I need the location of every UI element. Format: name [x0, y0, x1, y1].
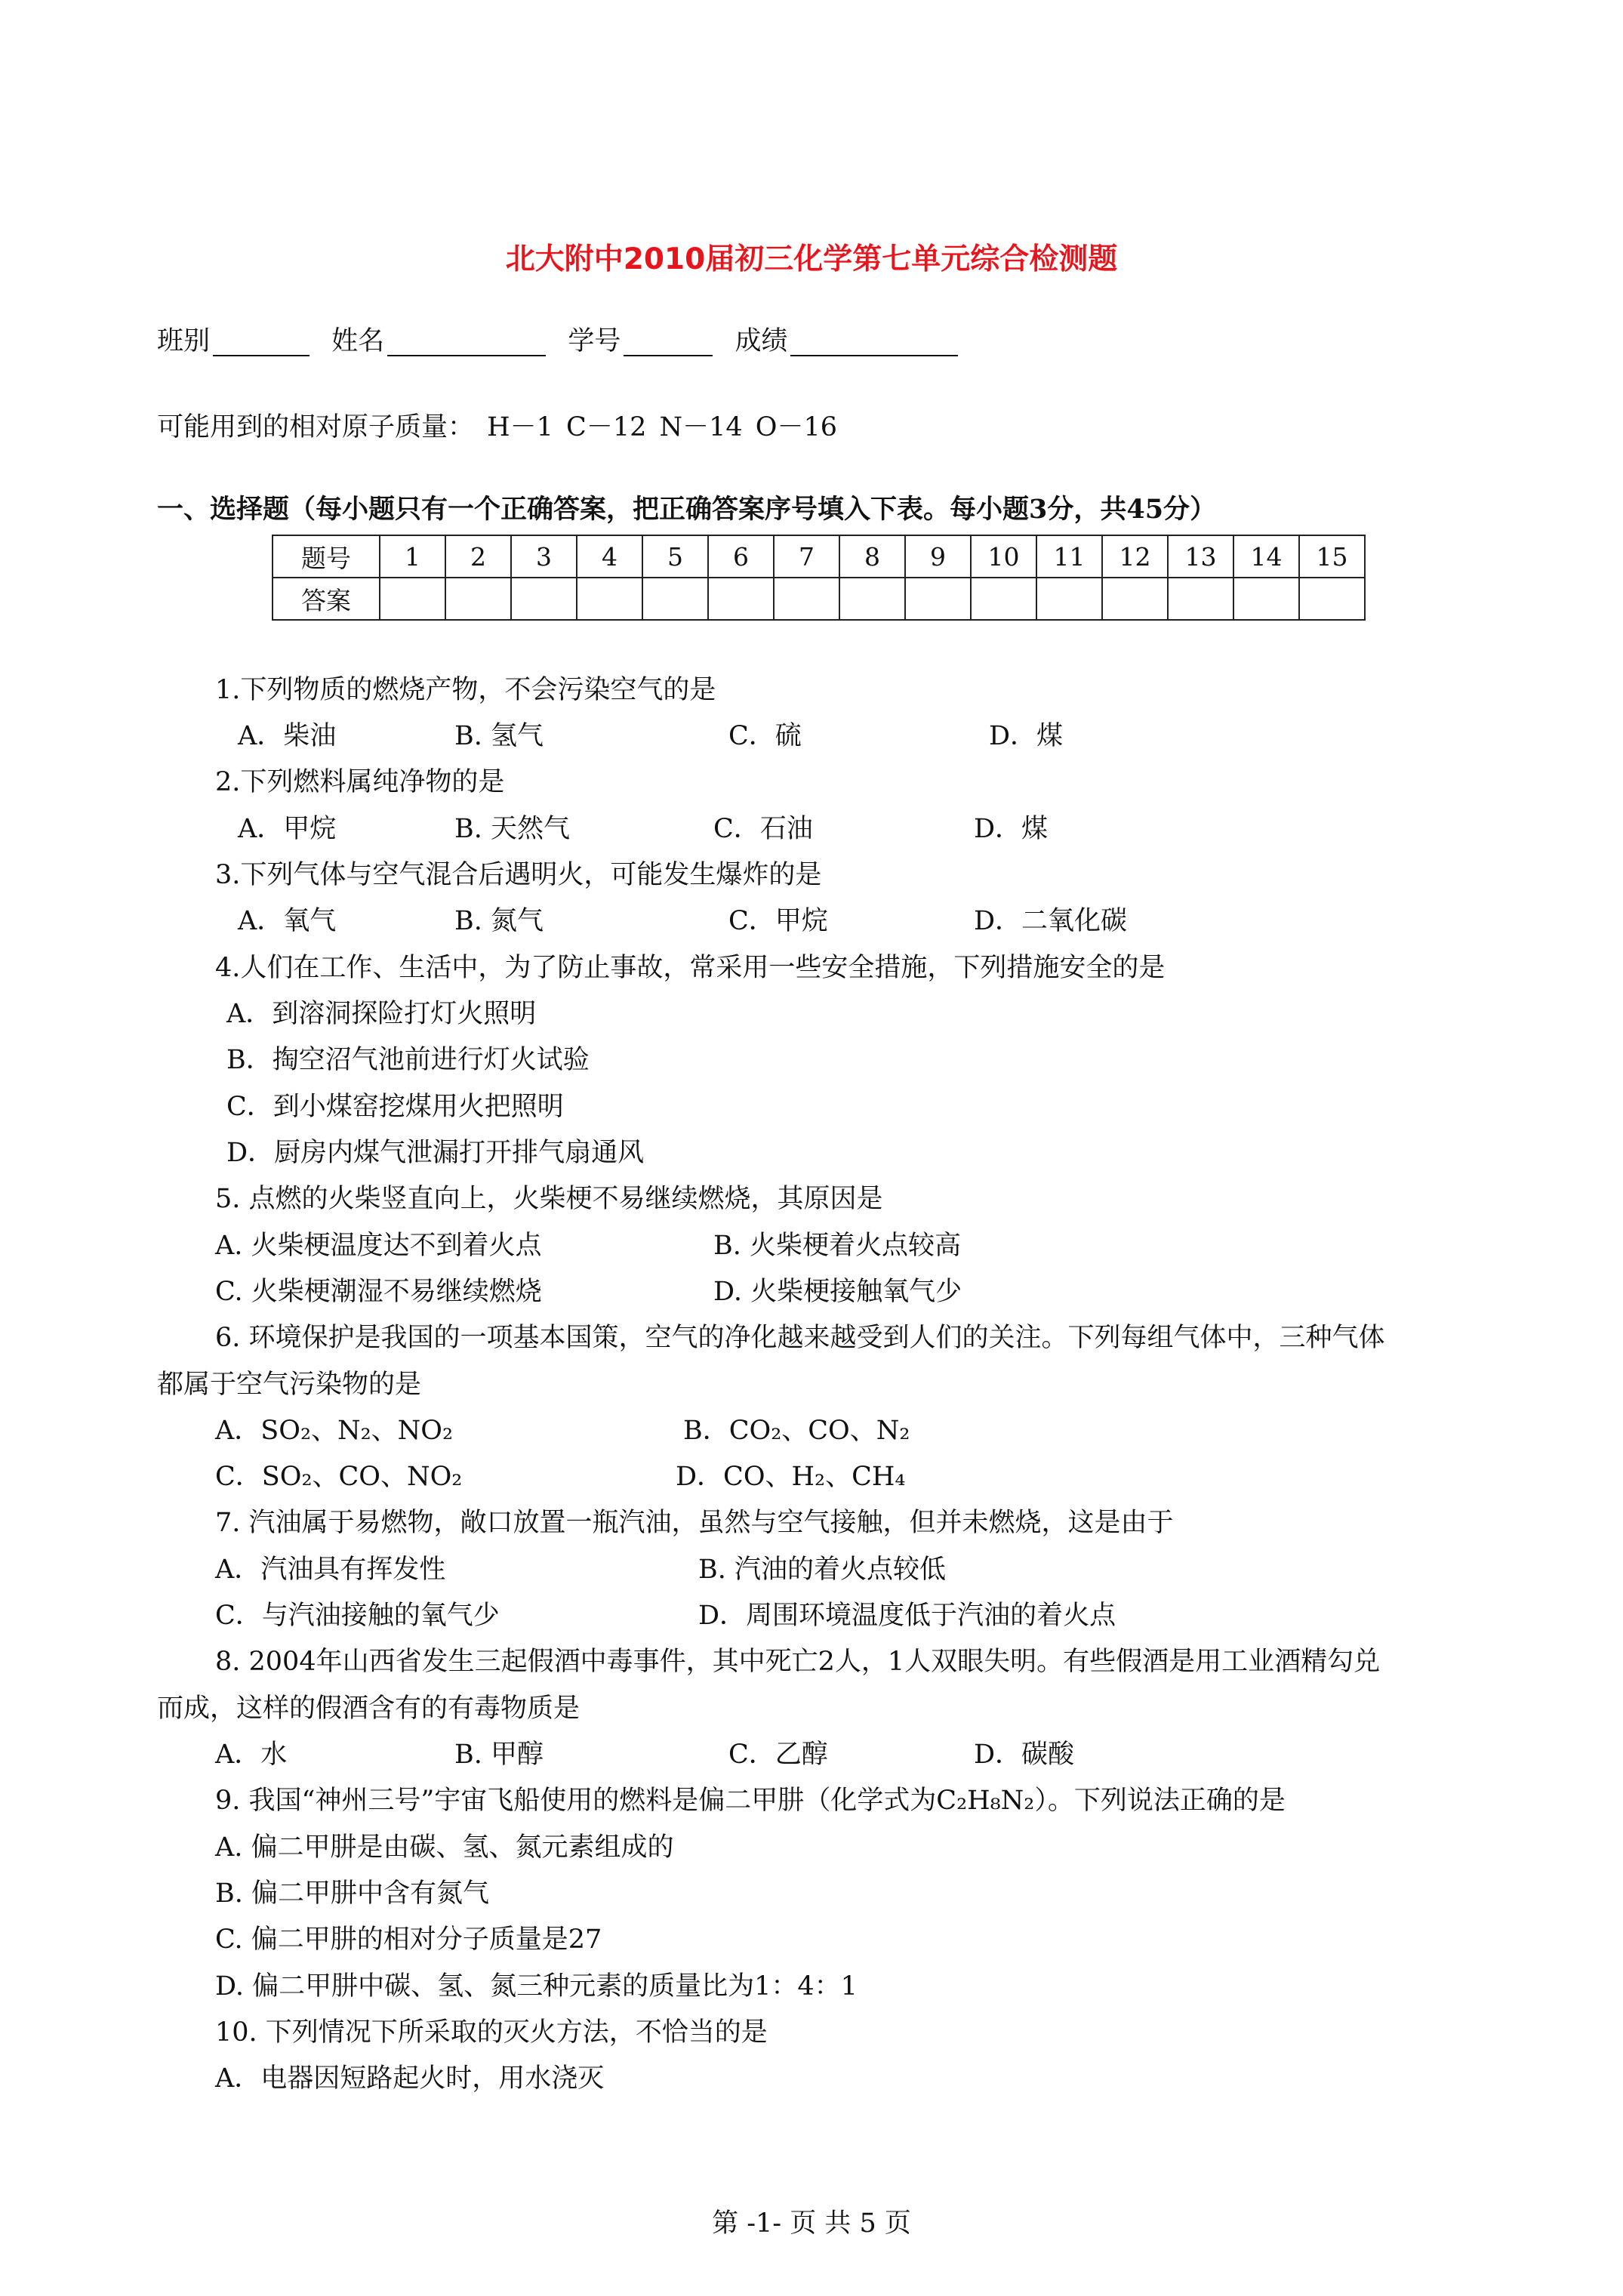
student-info-row — [157, 326, 972, 356]
answer-cell[interactable] — [774, 578, 839, 620]
question-3-stem: 3.下列气体与空气混合后遇明火，可能发生爆炸的是 — [215, 860, 822, 890]
answer-cell[interactable] — [511, 578, 577, 620]
answer-cell[interactable] — [1233, 578, 1299, 620]
question-4-stem: 4.人们在工作、生活中，为了防止事故，常采用一些安全措施，下列措施安全的是 — [215, 953, 1166, 983]
question-1-option-b: B. 氢气 — [454, 721, 544, 751]
answer-cell[interactable] — [708, 578, 774, 620]
table-cell: 10 — [971, 535, 1036, 578]
table-cell: 7 — [774, 535, 839, 578]
question-4-option-a: A．到溶洞探险打灯火照明 — [226, 999, 537, 1029]
table-cell: 5 — [642, 535, 708, 578]
name-label: 姓名 — [331, 326, 385, 356]
question-8-option-d: D．碳酸 — [974, 1740, 1075, 1770]
answer-cell[interactable] — [1299, 578, 1365, 620]
question-6-option-c: C．SO₂、CO、NO₂ — [215, 1462, 463, 1492]
table-head-number: 题号 — [273, 535, 380, 578]
question-9-option-a: A. 偏二甲肼是由碳、氢、氮元素组成的 — [215, 1832, 674, 1863]
answer-cell[interactable] — [577, 578, 642, 620]
question-10-stem: 10. 下列情况下所采取的灭火方法，不恰当的是 — [215, 2017, 768, 2048]
question-10-option-a: A．电器因短路起火时，用水浇灭 — [215, 2063, 605, 2094]
number-field[interactable] — [624, 331, 713, 356]
question-3-option-b: B. 氮气 — [454, 906, 544, 936]
question-8-stem: 8. 2004年山西省发生三起假酒中毒事件，其中死亡2人，1人双眼失明。有些假酒是用工业酒精勾兑 — [215, 1647, 1381, 1677]
question-2-option-d: D．煤 — [974, 814, 1049, 844]
question-7-option-a: A．汽油具有挥发性 — [215, 1555, 446, 1585]
table-cell: 3 — [511, 535, 577, 578]
question-4-option-c: C．到小煤窑挖煤用火把照明 — [226, 1092, 564, 1122]
question-8-option-a: A．水 — [215, 1740, 288, 1770]
question-3-option-d: D．二氧化碳 — [974, 906, 1128, 936]
question-6-stem: 6. 环境保护是我国的一项基本国策，空气的净化越来越受到人们的关注。下列每组气体中，三种气体 — [215, 1323, 1385, 1353]
answer-cell[interactable] — [380, 578, 445, 620]
page-title: 北大附中2010届初三化学第七单元综合检测题 — [505, 242, 1118, 276]
question-7-option-c: C．与汽油接触的氧气少 — [215, 1601, 500, 1631]
section-heading: 一、选择题（每小题只有一个正确答案，把正确答案序号填入下表。每小题3分，共45分） — [157, 494, 1217, 525]
question-6-option-d: D．CO、H₂、CH₄ — [676, 1462, 906, 1492]
table-cell: 11 — [1036, 535, 1102, 578]
question-5-option-c: C. 火柴梗潮湿不易继续燃烧 — [215, 1277, 542, 1307]
question-5-stem: 5. 点燃的火柴竖直向上，火柴梗不易继续燃烧，其原因是 — [215, 1184, 883, 1214]
class-field[interactable] — [213, 331, 310, 356]
answer-cell[interactable] — [971, 578, 1036, 620]
answer-cell[interactable] — [1036, 578, 1102, 620]
question-1-option-c: C．硫 — [728, 721, 802, 751]
question-1-stem: 1.下列物质的燃烧产物，不会污染空气的是 — [215, 675, 716, 705]
table-cell: 2 — [445, 535, 511, 578]
score-label: 成绩 — [735, 326, 788, 356]
number-label: 学号 — [568, 326, 621, 356]
question-4-option-d: D．厨房内煤气泄漏打开排气扇通风 — [226, 1138, 645, 1168]
question-7-option-d: D．周围环境温度低于汽油的着火点 — [698, 1601, 1116, 1631]
question-9-option-c: C. 偏二甲肼的相对分子质量是27 — [215, 1925, 602, 1955]
question-1-option-a: A．柴油 — [238, 721, 337, 751]
page-footer: 第 -1- 页 共 5 页 — [712, 2208, 911, 2239]
table-cell: 12 — [1102, 535, 1168, 578]
question-9-option-b: B. 偏二甲肼中含有氮气 — [215, 1878, 489, 1909]
table-cell: 6 — [708, 535, 774, 578]
question-2-option-a: A．甲烷 — [238, 814, 337, 844]
answer-table — [272, 535, 1366, 621]
question-6-option-a: A．SO₂、N₂、NO₂ — [215, 1416, 453, 1446]
question-3-option-c: C．甲烷 — [728, 906, 828, 936]
question-6-option-b: B．CO₂、CO、N₂ — [683, 1416, 910, 1446]
question-5-option-d: D. 火柴梗接触氧气少 — [713, 1277, 962, 1307]
question-5-option-a: A. 火柴梗温度达不到着火点 — [215, 1231, 542, 1261]
question-8-option-b: B. 甲醇 — [454, 1740, 544, 1770]
question-3-option-a: A．氧气 — [238, 906, 337, 936]
table-cell: 9 — [905, 535, 971, 578]
question-2-option-b: B. 天然气 — [454, 814, 570, 844]
answer-cell[interactable] — [445, 578, 511, 620]
table-head-answer: 答案 — [273, 578, 380, 620]
table-row — [273, 535, 1365, 578]
answer-cell[interactable] — [1168, 578, 1233, 620]
question-7-stem: 7. 汽油属于易燃物，敞口放置一瓶汽油，虽然与空气接触，但并未燃烧，这是由于 — [215, 1508, 1174, 1538]
question-9-stem: 9. 我国“神州三号”宇宙飞船使用的燃料是偏二甲肼（化学式为C₂H₈N₂）。下列说法正确的是 — [215, 1786, 1286, 1816]
answer-cell[interactable] — [642, 578, 708, 620]
question-9-option-d: D. 偏二甲肼中碳、氢、氮三种元素的质量比为1：4：1 — [215, 1971, 858, 2002]
question-8-stem-cont: 而成，这样的假酒含有的有毒物质是 — [157, 1693, 581, 1724]
answer-cell[interactable] — [1102, 578, 1168, 620]
question-4-option-b: B．掏空沼气池前进行灯火试验 — [226, 1045, 590, 1075]
question-8-option-c: C．乙醇 — [728, 1740, 828, 1770]
answer-cell[interactable] — [905, 578, 971, 620]
atomic-masses: 可能用到的相对原子质量： H－1 C－12 N－14 O－16 — [157, 412, 838, 442]
question-1-option-d: D．煤 — [989, 721, 1064, 751]
name-field[interactable] — [387, 331, 546, 356]
question-2-option-c: C．石油 — [713, 814, 813, 844]
question-2-stem: 2.下列燃料属纯净物的是 — [215, 767, 505, 797]
question-5-option-b: B. 火柴梗着火点较高 — [713, 1231, 961, 1261]
table-cell: 14 — [1233, 535, 1299, 578]
score-field[interactable] — [790, 331, 958, 356]
table-cell: 1 — [380, 535, 445, 578]
class-label: 班别 — [157, 326, 211, 356]
question-7-option-b: B. 汽油的着火点较低 — [698, 1555, 946, 1585]
question-6-stem-cont: 都属于空气污染物的是 — [157, 1370, 422, 1400]
table-cell: 13 — [1168, 535, 1233, 578]
table-row — [273, 578, 1365, 620]
table-cell: 15 — [1299, 535, 1365, 578]
table-cell: 4 — [577, 535, 642, 578]
table-cell: 8 — [839, 535, 905, 578]
answer-cell[interactable] — [839, 578, 905, 620]
